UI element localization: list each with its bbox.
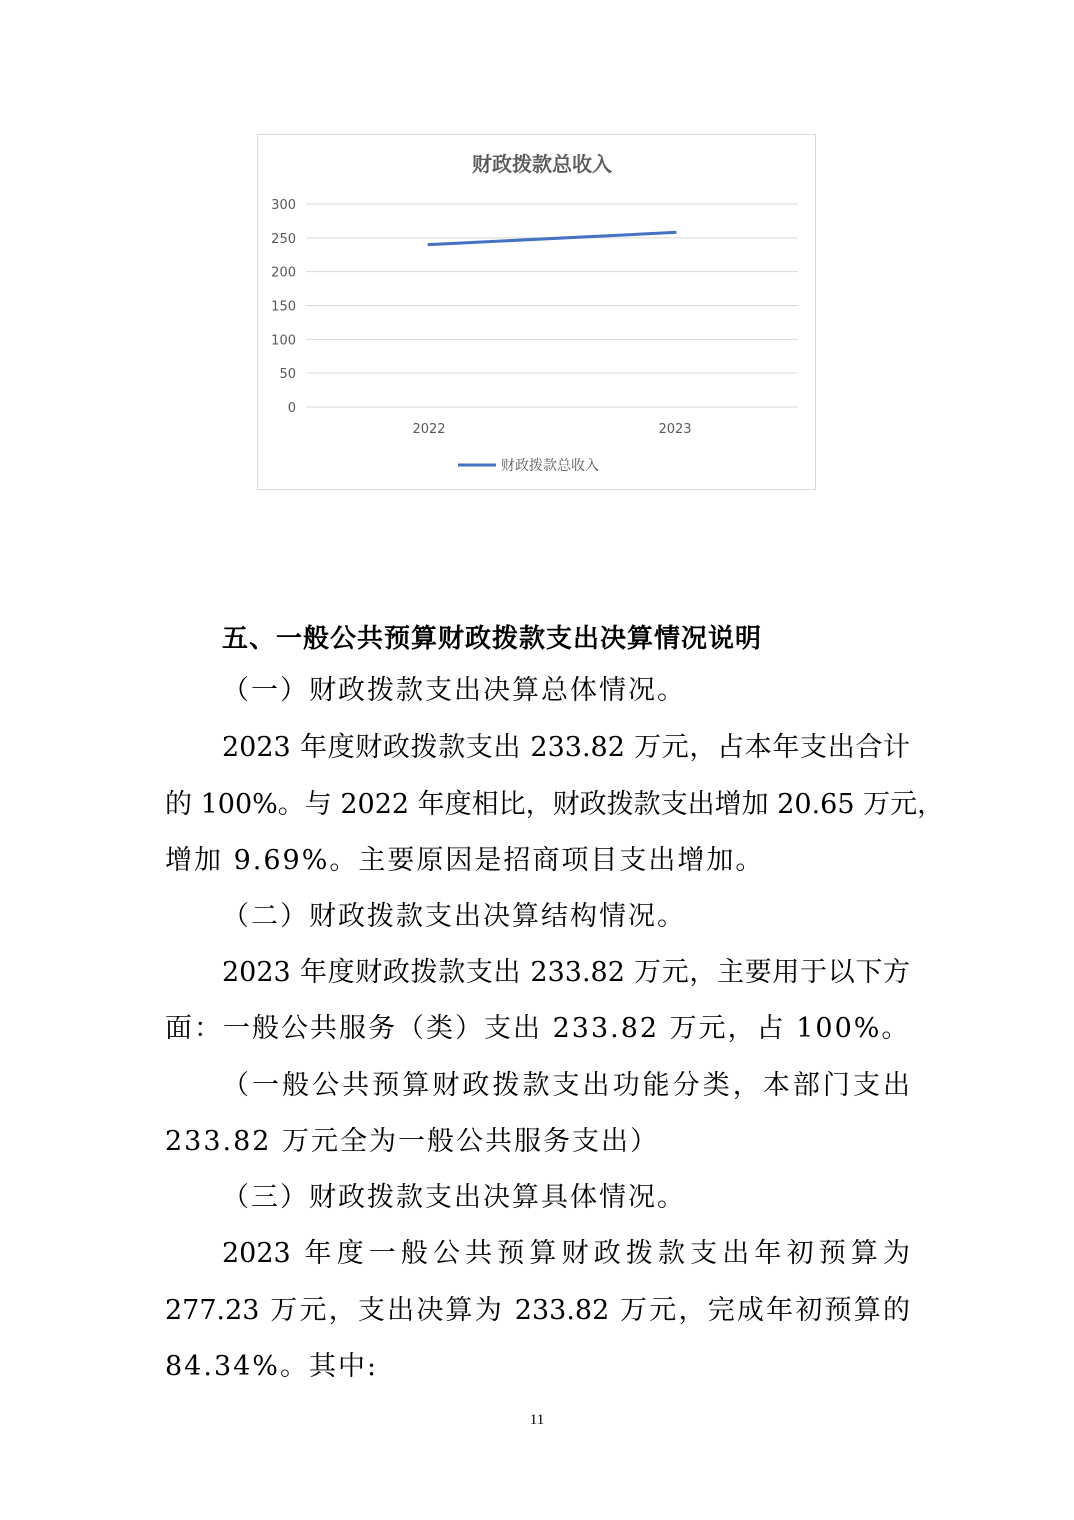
chart-title: 财政拨款总收入 [472,152,612,176]
line-chart [258,135,817,491]
paragraph-line: 2023 年度一般公共预算财政拨款支出年初预算为 [222,1238,910,1269]
data-point [674,231,677,234]
subsection-title-1: （一）财政拨款支出决算总体情况。 [222,675,686,706]
paragraph-line: 277.23 万元，支出决算为 233.82 万元，完成年初预算的 [165,1295,910,1326]
legend-label: 财政拨款总收入 [501,458,599,474]
paragraph-line: 的 100%。与 2022 年度相比，财政拨款支出增加 20.65 万元， [165,789,945,820]
data-point [428,243,431,246]
paragraph-line: 增加 9.69%。主要原因是招商项目支出增加。 [165,845,765,876]
y-tick-label: 300 [271,198,296,213]
paragraph-line: 2023 年度财政拨款支出 233.82 万元，占本年支出合计 [222,732,910,763]
chart-container [257,134,816,490]
paragraph-line: 84.34%。其中: [165,1351,379,1382]
section-heading: 五、一般公共预算财政拨款支出决算情况说明 [222,624,763,654]
x-tick-label: 2022 [412,422,446,437]
y-tick-label: 200 [271,265,296,281]
paragraph-line: 面：一般公共服务（类）支出 233.82 万元，占 100%。 [165,1013,911,1044]
paragraph-line: （一般公共预算财政拨款支出功能分类，本部门支出 [222,1070,910,1101]
paragraph-line: 233.82 万元全为一般公共服务支出） [165,1126,660,1157]
subsection-title-2: （二）财政拨款支出决算结构情况。 [222,901,686,932]
x-tick-label: 2023 [658,422,692,437]
subsection-title-3: （三）财政拨款支出决算具体情况。 [222,1182,686,1213]
y-tick-label: 250 [271,231,296,247]
series-line [429,232,675,244]
y-tick-label: 50 [279,367,296,383]
y-tick-label: 100 [271,333,296,349]
y-tick-label: 0 [287,401,296,416]
page-number: 11 [529,1412,545,1428]
y-tick-label: 150 [271,299,296,315]
paragraph-line: 2023 年度财政拨款支出 233.82 万元，主要用于以下方 [222,957,910,988]
